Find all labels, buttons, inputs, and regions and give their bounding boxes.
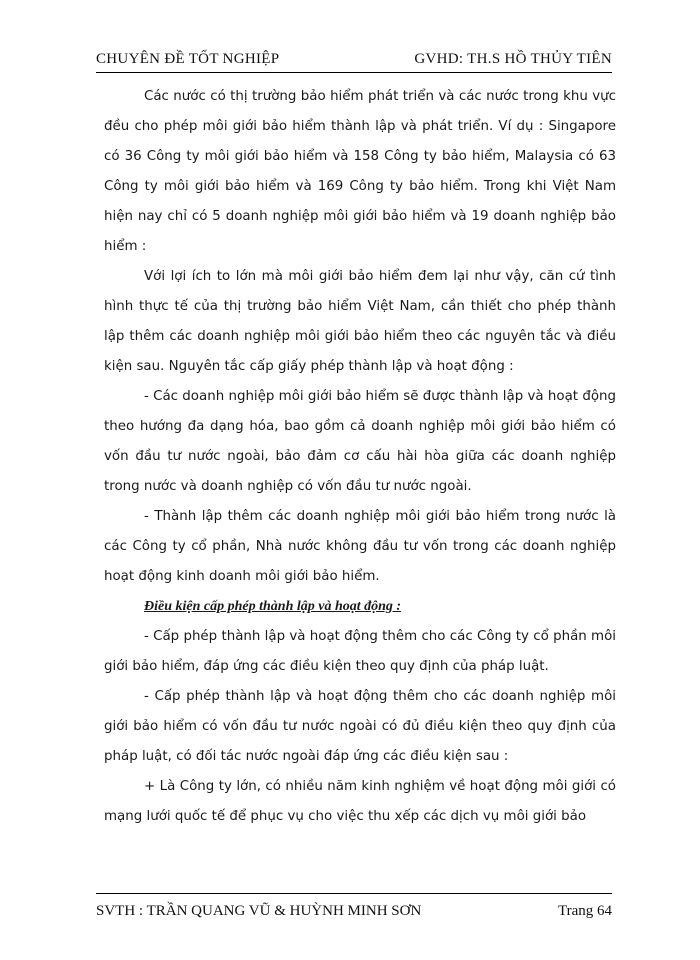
header-advisor: GVHD: TH.S HỒ THỦY TIÊN: [414, 51, 612, 67]
document-body: [104, 82, 616, 832]
paragraph: Với lợi ích to lớn mà môi giới bảo hiểm đem lại như vậy, căn cứ tình hình thực tế của thị trường bảo hiểm Việt Nam, cần thiết cho phép thành lập thêm các doanh nghiệp môi giới bảo hiểm theo các nguyên tắc và điều kiện sau. Nguyên tắc cấp giấy phép thành lập và hoạt động :: [104, 269, 616, 374]
list-item: + Là Công ty lớn, có nhiều năm kinh nghiệm về hoạt động môi giới có mạng lưới quốc tế để phục vụ cho việc thu xếp các dịch vụ môi giới bảo: [104, 779, 616, 824]
header-title: CHUYÊN ĐỀ TỐT NGHIỆP: [96, 51, 280, 67]
paragraph: Các nước có thị trường bảo hiểm phát triển và các nước trong khu vực đều cho phép môi giới bảo hiểm thành lập và phát triển. Ví dụ : Singapore có 36 Công ty môi giới bảo hiểm và 158 Công ty bảo hiểm, Malaysia có 63 Công ty môi giới bảo hiểm và 169 Công ty bảo hiểm. Trong khi Việt Nam hiện nay chỉ có 5 doanh nghiệp môi giới bảo hiểm và 19 doanh nghiệp bảo hiểm :: [104, 89, 616, 254]
list-item: - Cấp phép thành lập và hoạt động thêm cho các Công ty cổ phần môi giới bảo hiểm, đáp ứng các điều kiện theo quy định của pháp luật.: [104, 629, 616, 674]
page-footer: [96, 893, 612, 920]
section-heading: Điều kiện cấp phép thành lập và hoạt động :: [144, 599, 402, 614]
list-item: - Các doanh nghiệp môi giới bảo hiểm sẽ được thành lập và hoạt động theo hướng đa dạng hóa, bao gồm cả doanh nghiệp môi giới bảo hiểm có vốn đầu tư nước ngoài, bảo đảm cơ cấu hài hòa giữa các doanh nghiệp trong nước và doanh nghiệp có vốn đầu tư nước ngoài.: [104, 389, 616, 494]
list-item: - Cấp phép thành lập và hoạt động thêm cho các doanh nghiệp môi giới bảo hiểm có vốn đầu tư nước ngoài có đủ điều kiện theo quy định của pháp luật, có đối tác nước ngoài đáp ứng các điều kiện sau :: [104, 689, 616, 764]
list-item: - Thành lập thêm các doanh nghiệp môi giới bảo hiểm trong nước là các Công ty cổ phần, Nhà nước không đầu tư vốn trong các doanh nghiệp hoạt động kinh doanh môi giới bảo hiểm.: [104, 509, 616, 584]
footer-authors: SVTH : TRẦN QUANG VŨ & HUỲNH MINH SƠN: [96, 903, 422, 919]
page-number: Trang 64: [557, 903, 612, 919]
page-header: [96, 40, 612, 73]
